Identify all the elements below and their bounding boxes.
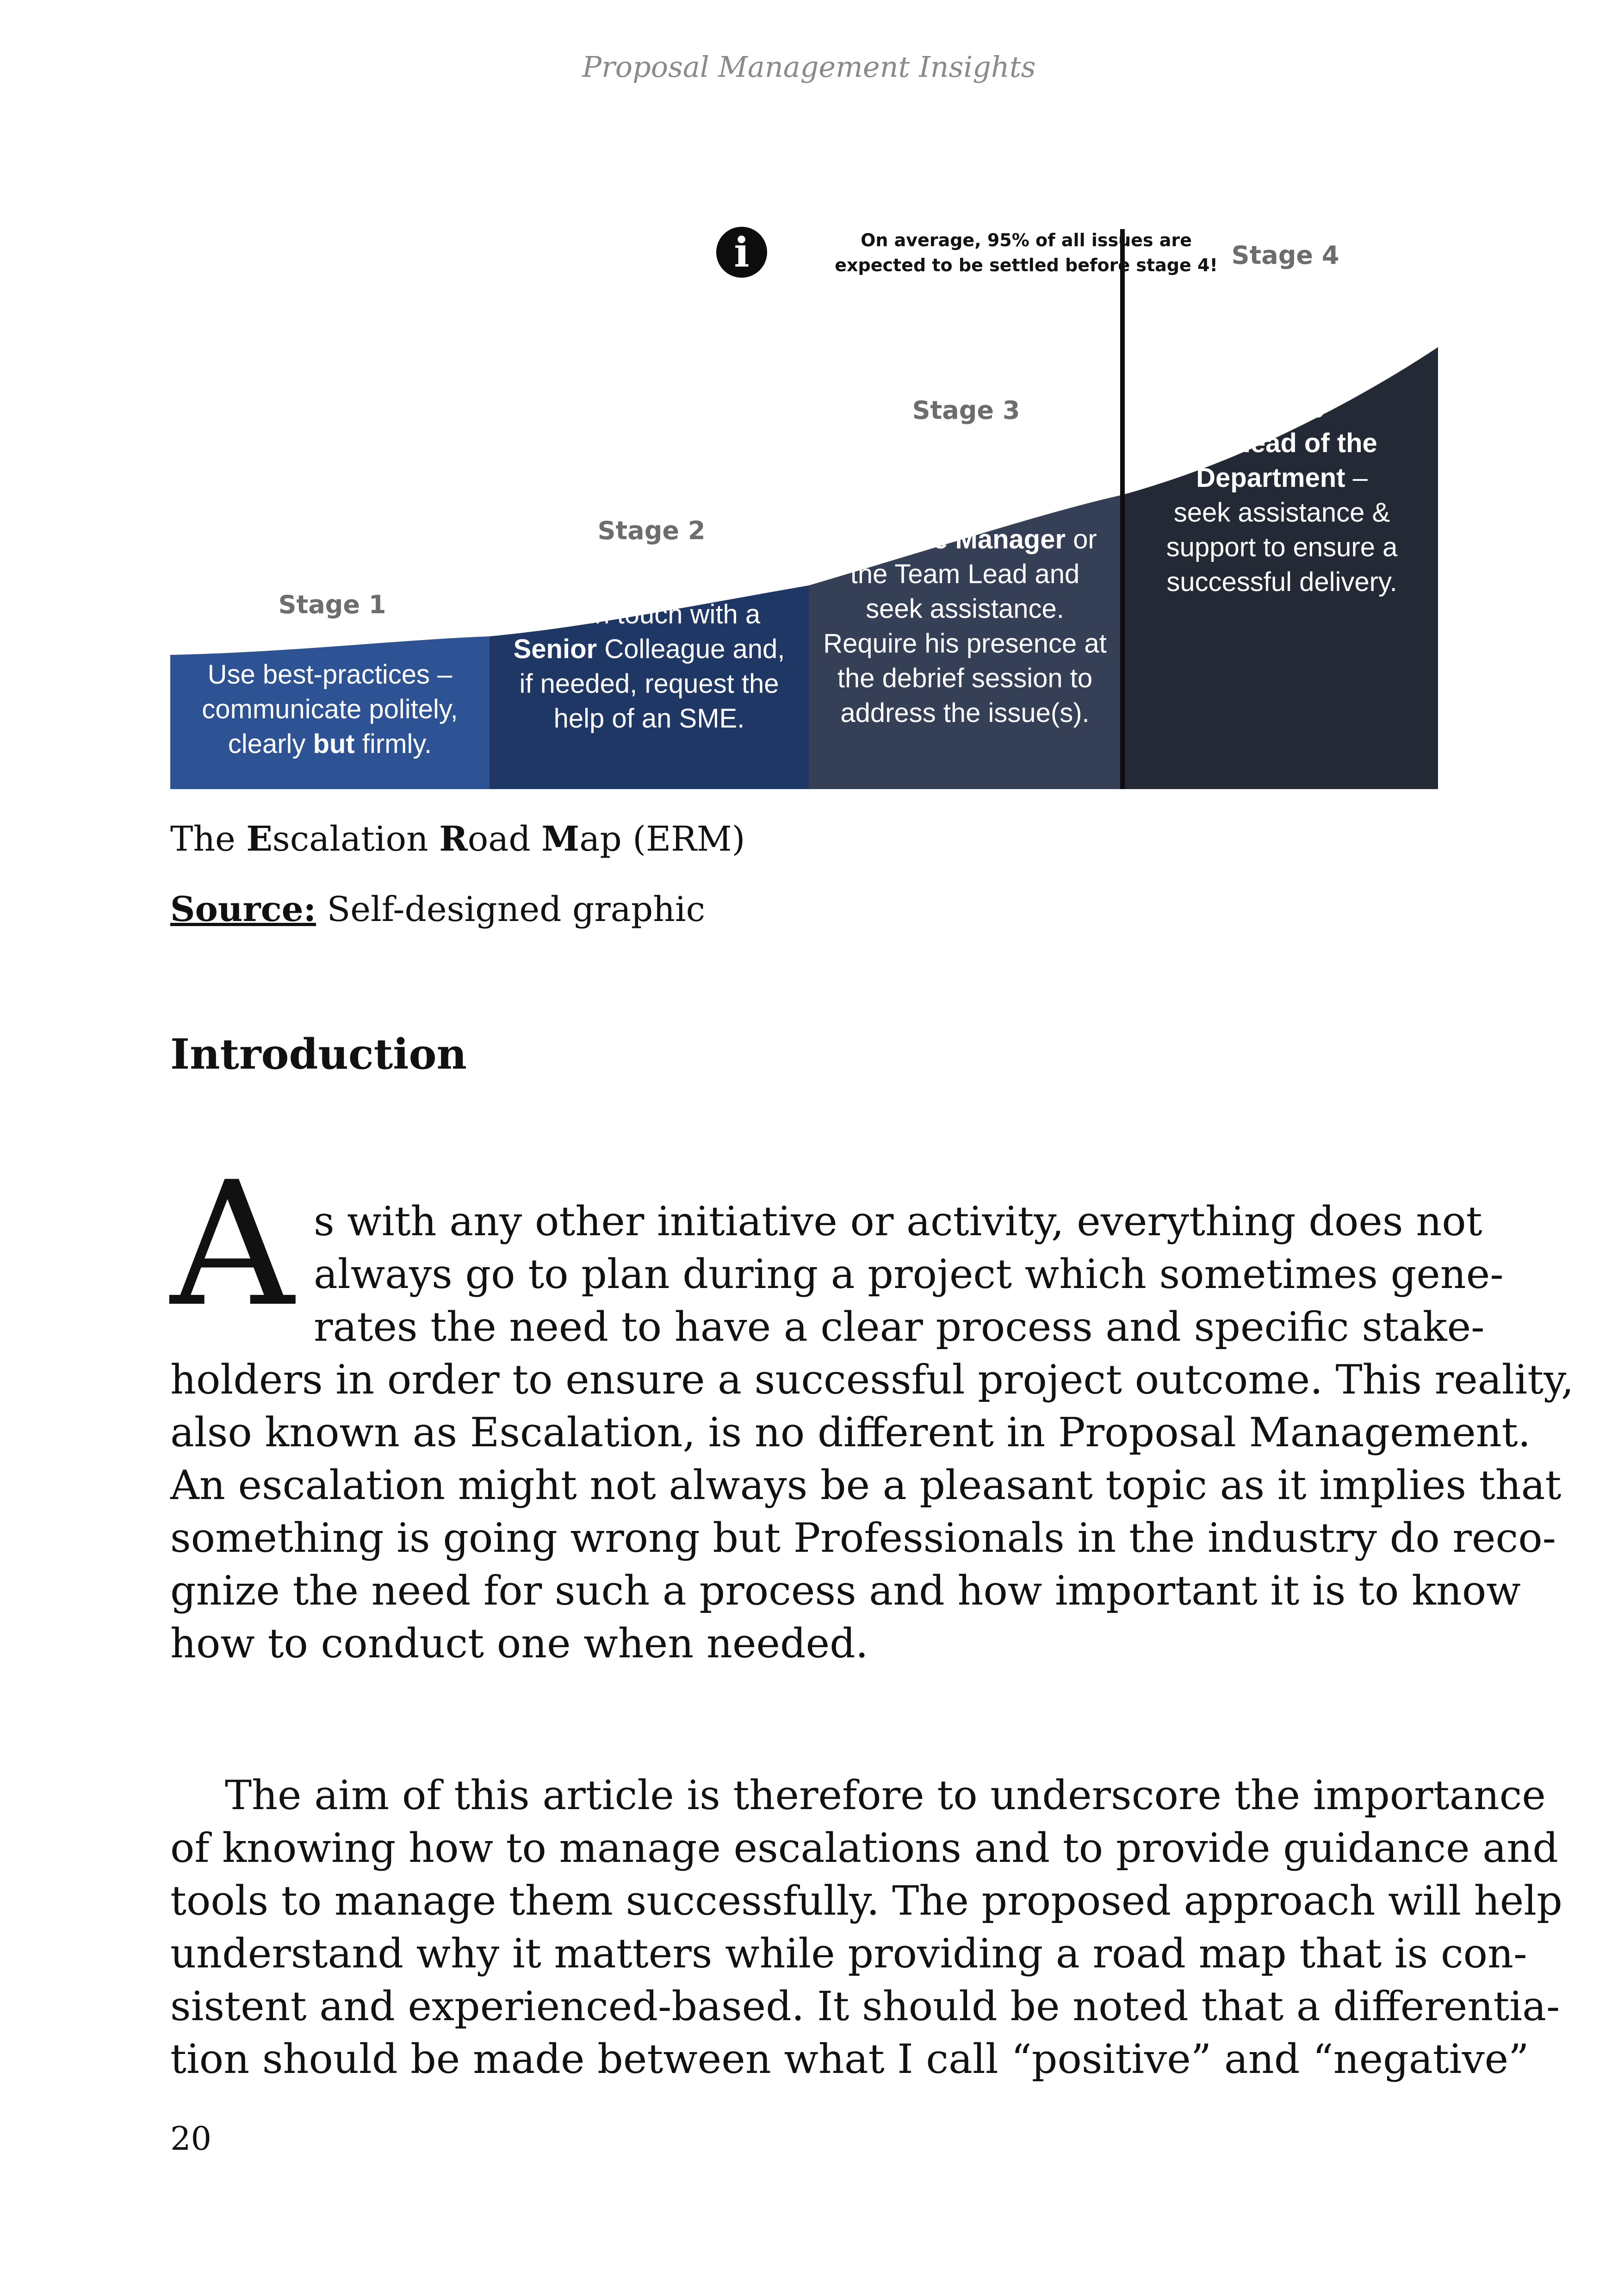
stage-3-line-6: the debrief session to	[837, 663, 1093, 693]
paragraph-1-line: something is going wrong but Professionals in the industry do reco-	[170, 1514, 1556, 1562]
stage-2-line-3: if needed, request the	[519, 669, 779, 699]
figure-caption: The Escalation Road Map (ERM)	[170, 819, 745, 859]
paragraph-1-line: holders in order to ensure a successful project outcome. This reality,	[170, 1356, 1574, 1403]
paragraph-2-line: The aim of this article is therefore to underscore the importance	[225, 1772, 1546, 1819]
stage-1-line-2: communicate politely,	[202, 694, 458, 724]
paragraph-2-line: of knowing how to manage escalations and to provide guidance and	[170, 1824, 1558, 1872]
paragraph-2-line: tion should be made between what I call “positive” and “negative”	[170, 2035, 1529, 2083]
stage-4-line-2: the Head of the	[1186, 428, 1377, 458]
stage-1-line-1: Use best-practices –	[207, 660, 453, 690]
section-heading: Introduction	[170, 1030, 467, 1079]
running-header: Proposal Management Insights	[582, 50, 1036, 84]
stage-3-line-4: seek assistance.	[866, 594, 1064, 624]
paragraph-1-line: s with any other initiative or activity, everything does not	[314, 1198, 1482, 1245]
stage-3-text	[809, 487, 1121, 730]
stage-4-text	[1126, 391, 1438, 599]
stage-4-line-4: seek assistance &	[1173, 498, 1390, 528]
stage-3-label: Stage 3	[912, 396, 1020, 425]
escalation-road-map-figure	[170, 218, 1452, 796]
stage-3-line-7: address the issue(s).	[840, 698, 1090, 728]
stage-4-line-6: successful delivery.	[1166, 567, 1397, 597]
stage-1-text	[175, 657, 485, 761]
paragraph-1-line: always go to plan during a project which sometimes gene-	[314, 1251, 1504, 1298]
drop-cap-letter: A	[170, 1145, 294, 1344]
stage-1-line-3: clearly but firmly.	[228, 729, 432, 759]
paragraph-1	[170, 1195, 1574, 1670]
source-text: Self-designed graphic	[327, 890, 706, 929]
stage-3-line-1: Involve	[922, 490, 1008, 520]
stage-2-line-1: Get in touch with a	[538, 599, 761, 629]
stage-4-line-3: Department –	[1196, 463, 1368, 493]
paragraph-2-line: tools to manage them successfully. The proposed approach will help	[170, 1877, 1562, 1924]
paragraph-2	[170, 1769, 1562, 2085]
stage-2-label: Stage 2	[597, 516, 706, 545]
paragraph-1-line: gnize the need for such a process and how important it is to know	[170, 1567, 1521, 1614]
paragraph-1-line: also known as Escalation, is no different in Proposal Management.	[170, 1409, 1531, 1456]
stage-4-line-1: Involve	[1239, 393, 1325, 423]
stage-4-label: Stage 4	[1231, 241, 1339, 270]
stage-1-label: Stage 1	[278, 590, 386, 619]
stage-4-line-5: support to ensure a	[1166, 532, 1398, 562]
source-label: Source:	[170, 890, 316, 929]
paragraph-1-line: how to conduct one when needed.	[170, 1620, 868, 1667]
page-number: 20	[170, 2120, 212, 2158]
figure-source	[170, 890, 705, 929]
stage-2-line-2: Senior Colleague and,	[513, 634, 785, 664]
paragraph-1-line: An escalation might not always be a pleasant topic as it implies that	[170, 1462, 1562, 1509]
info-icon: i	[716, 227, 767, 278]
paragraph-2-line: understand why it matters while providing a road map that is con-	[170, 1930, 1527, 1977]
stage-3-line-5: Require his presence at	[823, 628, 1107, 659]
stage-2-line-4: help of an SME.	[553, 703, 745, 734]
info-note-line-2: expected to be settled before stage 4!	[835, 255, 1218, 275]
stage-3-line-3: the Team Lead and	[850, 559, 1080, 589]
stage-3-line-2: your Line Manager or	[833, 524, 1097, 554]
paragraph-2-line: sistent and experienced-based. It should be noted that a differentia-	[170, 1983, 1560, 2030]
info-note-line-1: On average, 95% of all issues are	[861, 230, 1192, 250]
stage-2-text	[490, 597, 809, 736]
paragraph-1-line: rates the need to have a clear process and specific stake-	[314, 1303, 1485, 1350]
